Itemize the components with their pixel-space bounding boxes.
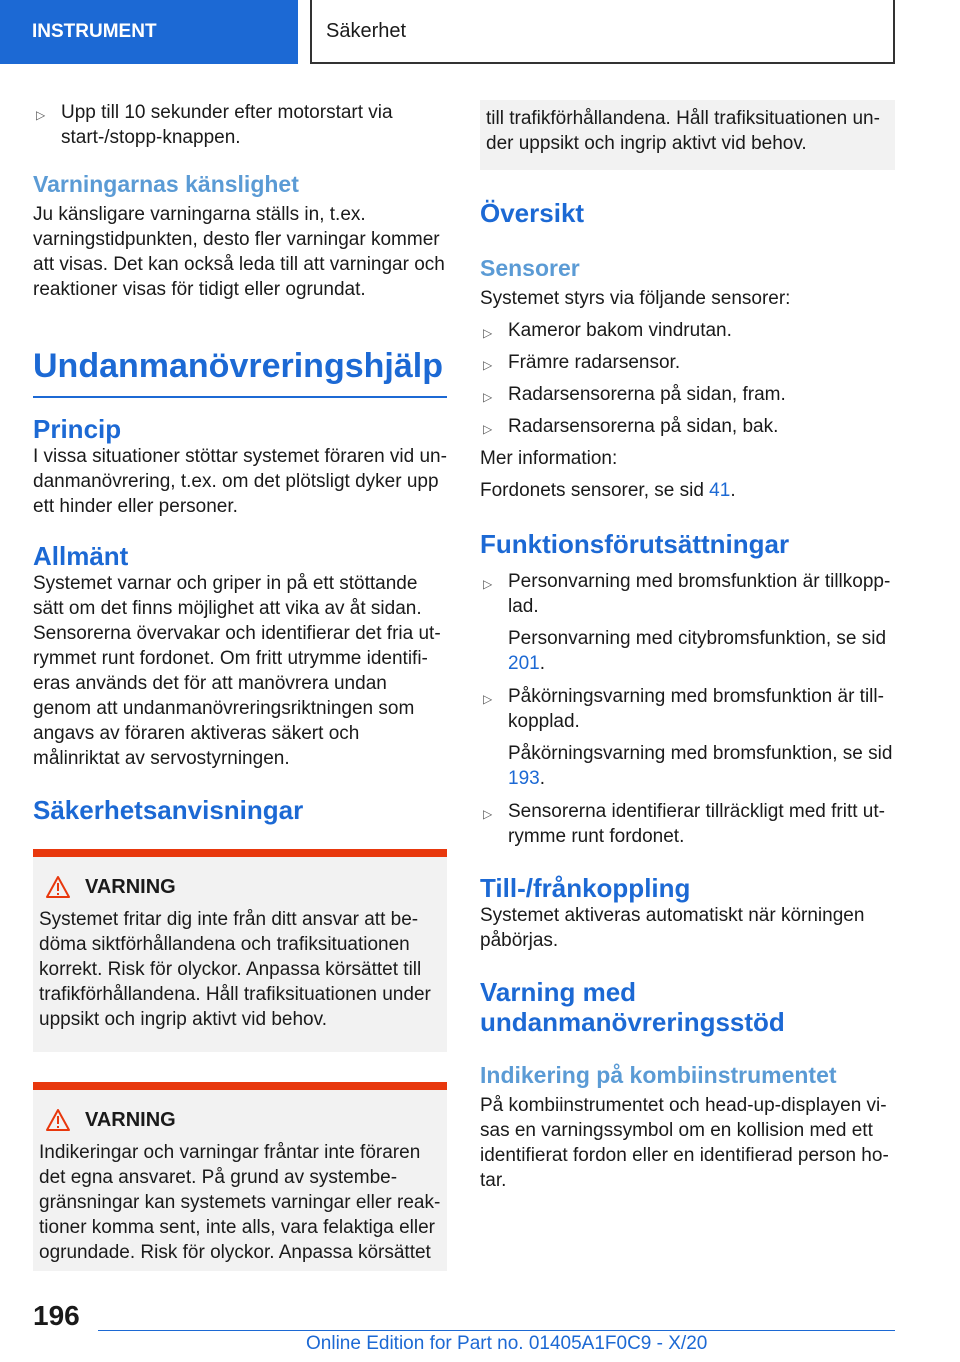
warning-text: Indikeringar och varningar fråntar inte föraren det egna ansvaret. På grund av systembegränsningar kan systemets varningar eller reaktioner komma sent, inte alls, vara felaktiga eller ogrundade. Risk för olyckor. Anpassa körsättet bbox=[39, 1142, 441, 1263]
more-info-label: Mer information: bbox=[480, 448, 618, 469]
page-title: Undanmanövreringshjälp bbox=[33, 346, 447, 398]
list-item-reference: Påkörningsvarning med bromsfunktion, se sid 193. bbox=[508, 743, 893, 789]
list-item: ▷ Kameror bakom vindrutan. bbox=[480, 318, 895, 343]
page-link[interactable]: 193 bbox=[508, 768, 540, 789]
page-number: 196 bbox=[33, 1300, 80, 1331]
edition-text: Online Edition for Part no. 01405A1F0C9 - X/20 bbox=[306, 1333, 708, 1354]
general-heading: Allmänt bbox=[33, 541, 129, 571]
list-item: ▷ Personvarning med bromsfunktion är tillkopplad. bbox=[483, 571, 891, 617]
section-tab bbox=[0, 0, 298, 64]
toggle-heading: Till-/frånkoppling bbox=[480, 873, 691, 903]
safety-heading: Säkerhetsanvisningar bbox=[33, 795, 304, 825]
warning-text: Systemet fritar dig inte från ditt ansvar att bedöma siktförhållandena och trafiksituationen korrekt. Risk för olyckor. Anpassa körsättet till trafikförhållandena. Håll trafiksituationen under uppsikt och ingrip aktivt vid behov. bbox=[39, 909, 431, 1030]
warning-triangle-icon bbox=[45, 875, 71, 899]
list-item-reference: Personvarning med citybromsfunktion, se sid 201. bbox=[508, 628, 887, 674]
sensors-intro: Systemet styrs via följande sensorer: bbox=[480, 288, 791, 309]
warning-box bbox=[33, 849, 447, 1052]
overview-heading: Översikt bbox=[480, 198, 585, 228]
triangle-bullet-icon: ▷ bbox=[483, 577, 493, 591]
list-item: ▷ Upp till 10 sekunder efter motorstart via start-/stopp-knappen. bbox=[36, 102, 393, 148]
warning-label: VARNING bbox=[85, 1108, 176, 1131]
list-item: ▷ Påkörningsvarning med bromsfunktion är tillkopplad. bbox=[483, 686, 884, 732]
sensor-reference: Fordonets sensorer, se sid 41. bbox=[480, 480, 736, 501]
triangle-bullet-icon: ▷ bbox=[483, 358, 493, 372]
page-link[interactable]: 41 bbox=[709, 480, 731, 501]
list-item: ▷ Främre radarsensor. bbox=[480, 350, 895, 375]
warning-assist-heading: Varning med undanmanövreringsstöd bbox=[480, 977, 785, 1037]
triangle-bullet-icon: ▷ bbox=[483, 422, 493, 436]
chapter-tab bbox=[310, 0, 895, 64]
footer-divider bbox=[98, 1330, 895, 1331]
principle-heading: Princip bbox=[33, 414, 122, 444]
triangle-bullet-icon: ▷ bbox=[483, 390, 493, 404]
triangle-bullet-icon: ▷ bbox=[483, 326, 493, 340]
section-label: INSTRUMENT bbox=[32, 21, 157, 42]
triangle-bullet-icon: ▷ bbox=[36, 108, 46, 122]
toggle-text: Systemet aktiveras automatiskt när körningen påbörjas. bbox=[480, 905, 865, 951]
list-item: ▷ Sensorerna identifierar tillräckligt med fritt utrymme runt fordonet. bbox=[483, 801, 885, 847]
left-column bbox=[33, 100, 447, 1271]
warning-triangle-icon bbox=[45, 1108, 71, 1132]
sensitivity-text: Ju känsligare varningarna ställs in, t.ex. varningstidpunkten, desto fler varningar kommer att visas. Det kan också leda till att varningar och reaktioner visas för tidigt eller ogrundat. bbox=[33, 204, 445, 300]
sensitivity-heading: Varningarnas känslighet bbox=[33, 171, 299, 197]
list-item: ▷ Radarsensorerna på sidan, fram. bbox=[480, 382, 895, 407]
warning-label: VARNING bbox=[85, 875, 176, 898]
sensors-heading: Sensorer bbox=[480, 255, 580, 281]
indication-heading: Indikering på kombiinstrumentet bbox=[480, 1062, 837, 1088]
list-item: ▷ Radarsensorerna på sidan, bak. bbox=[480, 414, 895, 439]
warning-continuation-text: till trafikförhållandena. Håll trafiksituationen under uppsikt och ingrip aktivt vid behov. bbox=[486, 108, 880, 154]
warning-header bbox=[39, 875, 441, 899]
indication-text: På kombiinstrumentet och head-up-displayen visas en varningssymbol om en kollision med ett identifierat fordon eller en identifierad person hotar. bbox=[480, 1095, 889, 1191]
principle-text: I vissa situationer stöttar systemet föraren vid undanmanövrering, t.ex. om det plötsligt dyker upp ett hinder eller personer. bbox=[33, 446, 447, 517]
right-column bbox=[480, 100, 895, 1193]
page-link[interactable]: 201 bbox=[508, 653, 540, 674]
requirements-heading: Funktionsförutsättningar bbox=[480, 529, 790, 559]
triangle-bullet-icon: ▷ bbox=[483, 692, 493, 706]
warning-box bbox=[33, 1082, 447, 1271]
warning-continuation bbox=[480, 100, 895, 170]
triangle-bullet-icon: ▷ bbox=[483, 807, 493, 821]
general-text: Systemet varnar och griper in på ett stöttande sätt om det finns möjlighet att vika av åt sidan. Sensorerna övervakar och identifierar det fria utrymmet runt fordonet. Om fritt utrymme identifieras används det för att manövrera undan genom att undanmanövreringsriktningen som angavs av föraren aktiveras säkert och målinriktat av servostyrningen. bbox=[33, 573, 441, 769]
warning-header bbox=[39, 1108, 441, 1132]
chapter-label: Säkerhet bbox=[326, 19, 407, 42]
